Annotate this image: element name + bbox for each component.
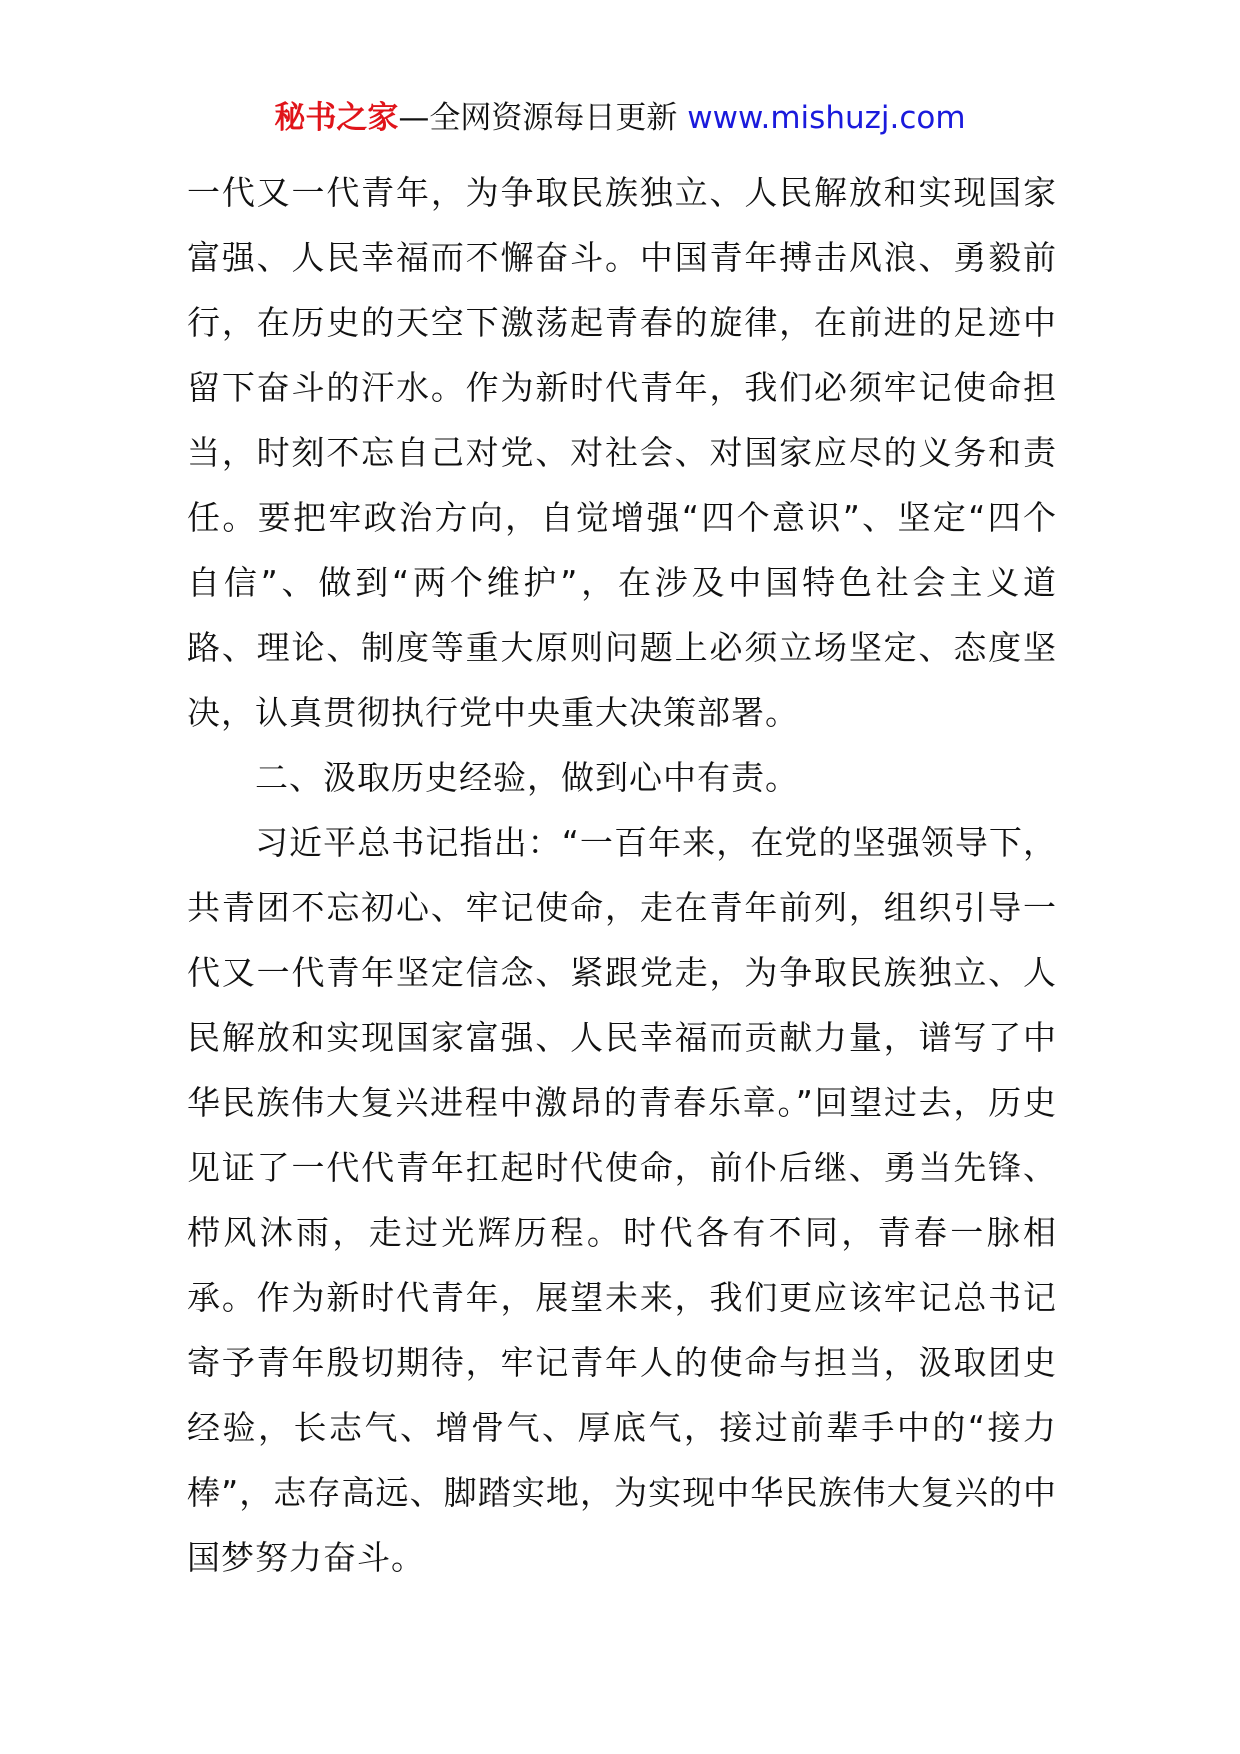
site-url-link[interactable]: www.mishuzj.com <box>687 100 966 136</box>
site-tagline: —全网资源每日更新 <box>398 100 688 136</box>
paragraph: 习近平总书记指出：“一百年来，在党的坚强领导下，共青团不忘初心、牢记使命，走在青年前列，组织引导一代又一代青年坚定信念、紧跟党走，为争取民族独立、人民解放和实现国家富强、人民幸福而贡献力量，谱写了中华民族伟大复兴进程中激昂的青春乐章。”回望过去，历史见证了一代代青年扛起时代使命，前仆后继、勇当先锋、栉风沐雨，走过光辉历程。时代各有不同，青春一脉相承。作为新时代青年，展望未来，我们更应该牢记总书记寄予青年殷切期待，牢记青年人的使命与担当，汲取团史经验，长志气、增骨气、厚底气，接过前辈手中的“接力棒”，志存高远、脚踏实地，为实现中华民族伟大复兴的中国梦努力奋斗。 <box>187 823 1057 1577</box>
document-body <box>187 160 1057 1590</box>
site-header <box>0 98 1240 138</box>
section-heading: 二、汲取历史经验，做到心中有责。 <box>255 758 799 797</box>
paragraph-continuation: 一代又一代青年，为争取民族独立、人民解放和实现国家富强、人民幸福而不懈奋斗。中国青年搏击风浪、勇毅前行，在历史的天空下激荡起青春的旋律，在前进的足迹中留下奋斗的汗水。作为新时代青年，我们必须牢记使命担当，时刻不忘自己对党、对社会、对国家应尽的义务和责任。要把牢政治方向，自觉增强“四个意识”、坚定“四个自信”、做到“两个维护”，在涉及中国特色社会主义道路、理论、制度等重大原则问题上必须立场坚定、态度坚决，认真贯彻执行党中央重大决策部署。 <box>187 173 1057 732</box>
site-brand: 秘书之家 <box>274 100 399 136</box>
